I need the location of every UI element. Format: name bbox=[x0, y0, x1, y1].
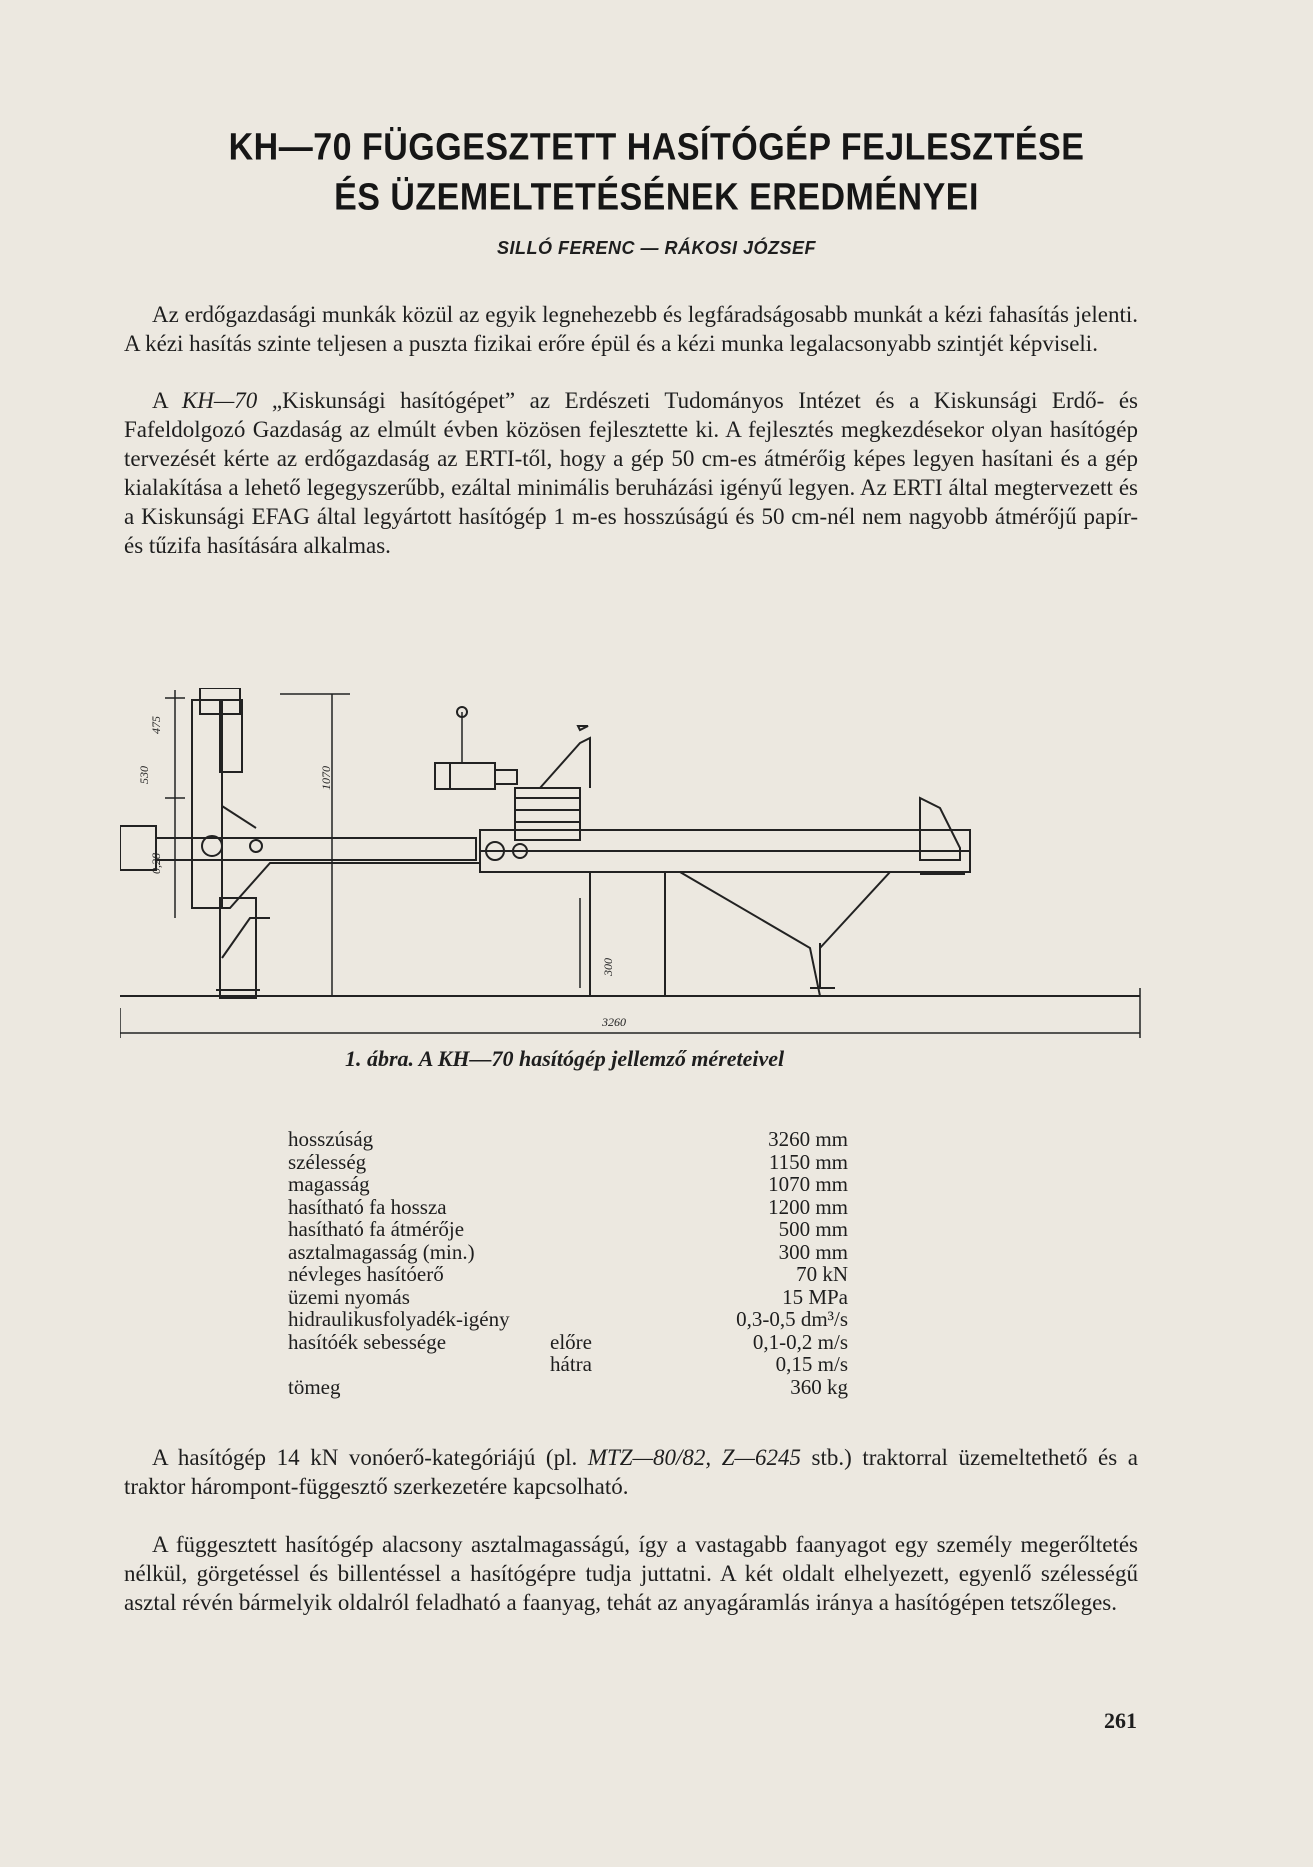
dim-label-1070: 1070 bbox=[319, 766, 333, 790]
spec-label: hasítóék sebessége bbox=[288, 1329, 447, 1354]
spec-row bbox=[288, 1263, 848, 1286]
spec-row bbox=[288, 1331, 848, 1354]
spec-value: 500 mm bbox=[778, 1217, 848, 1241]
spec-sub-label: előre bbox=[550, 1329, 592, 1354]
article-authors: SILLÓ FERENC — RÁKOSI JÓZSEF bbox=[496, 238, 817, 258]
spec-row bbox=[288, 1376, 848, 1399]
spec-row bbox=[288, 1241, 848, 1264]
spec-row bbox=[288, 1308, 848, 1331]
paragraph-development bbox=[124, 386, 1138, 560]
machine-drawing-figure bbox=[120, 688, 1150, 1040]
dim-label-300: 300 bbox=[601, 958, 615, 976]
dim-label-3260: 3260 bbox=[602, 1015, 626, 1029]
article-title-line-2: ÉS ÜZEMELTETÉSÉNEK EREDMÉNYEI bbox=[334, 175, 979, 219]
spec-label: üzemi nyomás bbox=[288, 1284, 410, 1309]
dim-label-028: 0,28 bbox=[149, 853, 163, 874]
spec-row bbox=[288, 1173, 848, 1196]
spec-value: 3260 mm bbox=[768, 1127, 848, 1151]
paragraph-tractor-text-c: stb.) traktorral üzemeltethető és a traktor hárompont-függesztő szerkezetére kapcsolható. bbox=[124, 1445, 1138, 1499]
spec-value: 1200 mm bbox=[768, 1194, 848, 1219]
spec-label: szélesség bbox=[288, 1149, 367, 1174]
figure-mast bbox=[192, 700, 222, 908]
spec-label: asztalmagasság (min.) bbox=[288, 1239, 475, 1264]
spec-label: hosszúság bbox=[288, 1127, 374, 1151]
paragraph-tractor bbox=[124, 1443, 1138, 1501]
spec-sub-label: hátra bbox=[550, 1352, 592, 1376]
article-title-line-1: KH—70 FÜGGESZTETT HASÍTÓGÉP FEJLESZTÉSE bbox=[228, 125, 1085, 169]
spec-row bbox=[288, 1286, 848, 1309]
spec-label: magasság bbox=[288, 1172, 370, 1196]
spec-value: 70 kN bbox=[796, 1262, 848, 1286]
spec-value: 15 MPa bbox=[782, 1284, 848, 1309]
paragraph-intro-text: Az erdőgazdasági munkák közül az egyik legnehezebb és legfáradságosabb munkát a kézi fahasítás jelenti. A kézi hasítás szinte teljesen a puszta fizikai erőre épül és a kézi munka legalacsonyabb szintjét képviseli. bbox=[124, 302, 1138, 356]
spec-value: 0,1-0,2 m/s bbox=[752, 1329, 848, 1354]
spec-label: tömeg bbox=[288, 1374, 341, 1399]
figure-caption: 1. ábra. A KH—70 hasítógép jellemző méreteivel bbox=[345, 1046, 785, 1071]
spec-value: 1150 mm bbox=[768, 1149, 848, 1174]
paragraph-table-height-text: A függesztett hasítógép alacsony asztalmagasságú, így a vastagabb faanyagot egy személy megerőltetés nélkül, görgetéssel és billentéssel a hasítógépre tudja juttatni. A két oldalt elhelyezett, egyenlő szélességű asztal révén bármelyik oldalról feladható a faanyag, tehát az anyagáramlás iránya a hasítógépen tetszőleges. bbox=[124, 1532, 1138, 1615]
paragraph-intro bbox=[124, 300, 1138, 358]
specifications-table bbox=[288, 1128, 848, 1398]
spec-row bbox=[288, 1151, 848, 1174]
spec-label: névleges hasítóerő bbox=[288, 1262, 444, 1286]
dim-label-475: 475 bbox=[149, 716, 163, 734]
spec-value: 300 mm bbox=[778, 1239, 848, 1264]
spec-row bbox=[288, 1196, 848, 1219]
spec-label: hasítható fa hossza bbox=[288, 1194, 447, 1219]
spec-label: hasítható fa átmérője bbox=[288, 1217, 465, 1241]
paragraph-development-text-a: A bbox=[152, 388, 182, 413]
paragraph-tractor-text-a: A hasítógép 14 kN vonóerő-kategóriájú (pl. bbox=[152, 1445, 588, 1470]
spec-value: 1070 mm bbox=[768, 1172, 848, 1196]
spec-row bbox=[288, 1218, 848, 1241]
page-number: 261 bbox=[1104, 1708, 1137, 1733]
spec-value: 360 kg bbox=[790, 1374, 848, 1399]
tractor-models: MTZ—80/82, Z—6245 bbox=[587, 1445, 801, 1470]
paragraph-table-height bbox=[124, 1530, 1138, 1617]
spec-row bbox=[288, 1128, 848, 1151]
dim-label-530: 530 bbox=[137, 766, 151, 784]
spec-value: 0,15 m/s bbox=[775, 1352, 848, 1376]
spec-value: 0,3-0,5 dm³/s bbox=[736, 1307, 848, 1331]
spec-label: hidraulikusfolyadék-igény bbox=[288, 1307, 510, 1331]
paragraph-development-text-c: „Kiskunsági hasítógépet” az Erdészeti Tudományos Intézet és a Kiskunsági Erdő- és Fafeldolgozó Gazdaság az elmúlt évben közösen fejlesztette ki. A fejlesztés megkezdésekor olyan hasítógép tervezését kérte az erdőgazdaság az ERTI-től, hogy a gép 50 cm-es átmérőig képes legyen hasítani és a gép kialakítása a lehető legegyszerűbb, ezáltal minimális beruházási igényű legyen. Az ERTI által megtervezett és a Kiskunsági EFAG által legyártott hasítógép 1 m-es hosszúságú és 50 cm-nél nem nagyobb átmérőjű papír- és tűzifa hasítására alkalmas. bbox=[124, 388, 1138, 558]
model-name: KH—70 bbox=[181, 388, 258, 413]
spec-row bbox=[288, 1353, 848, 1376]
